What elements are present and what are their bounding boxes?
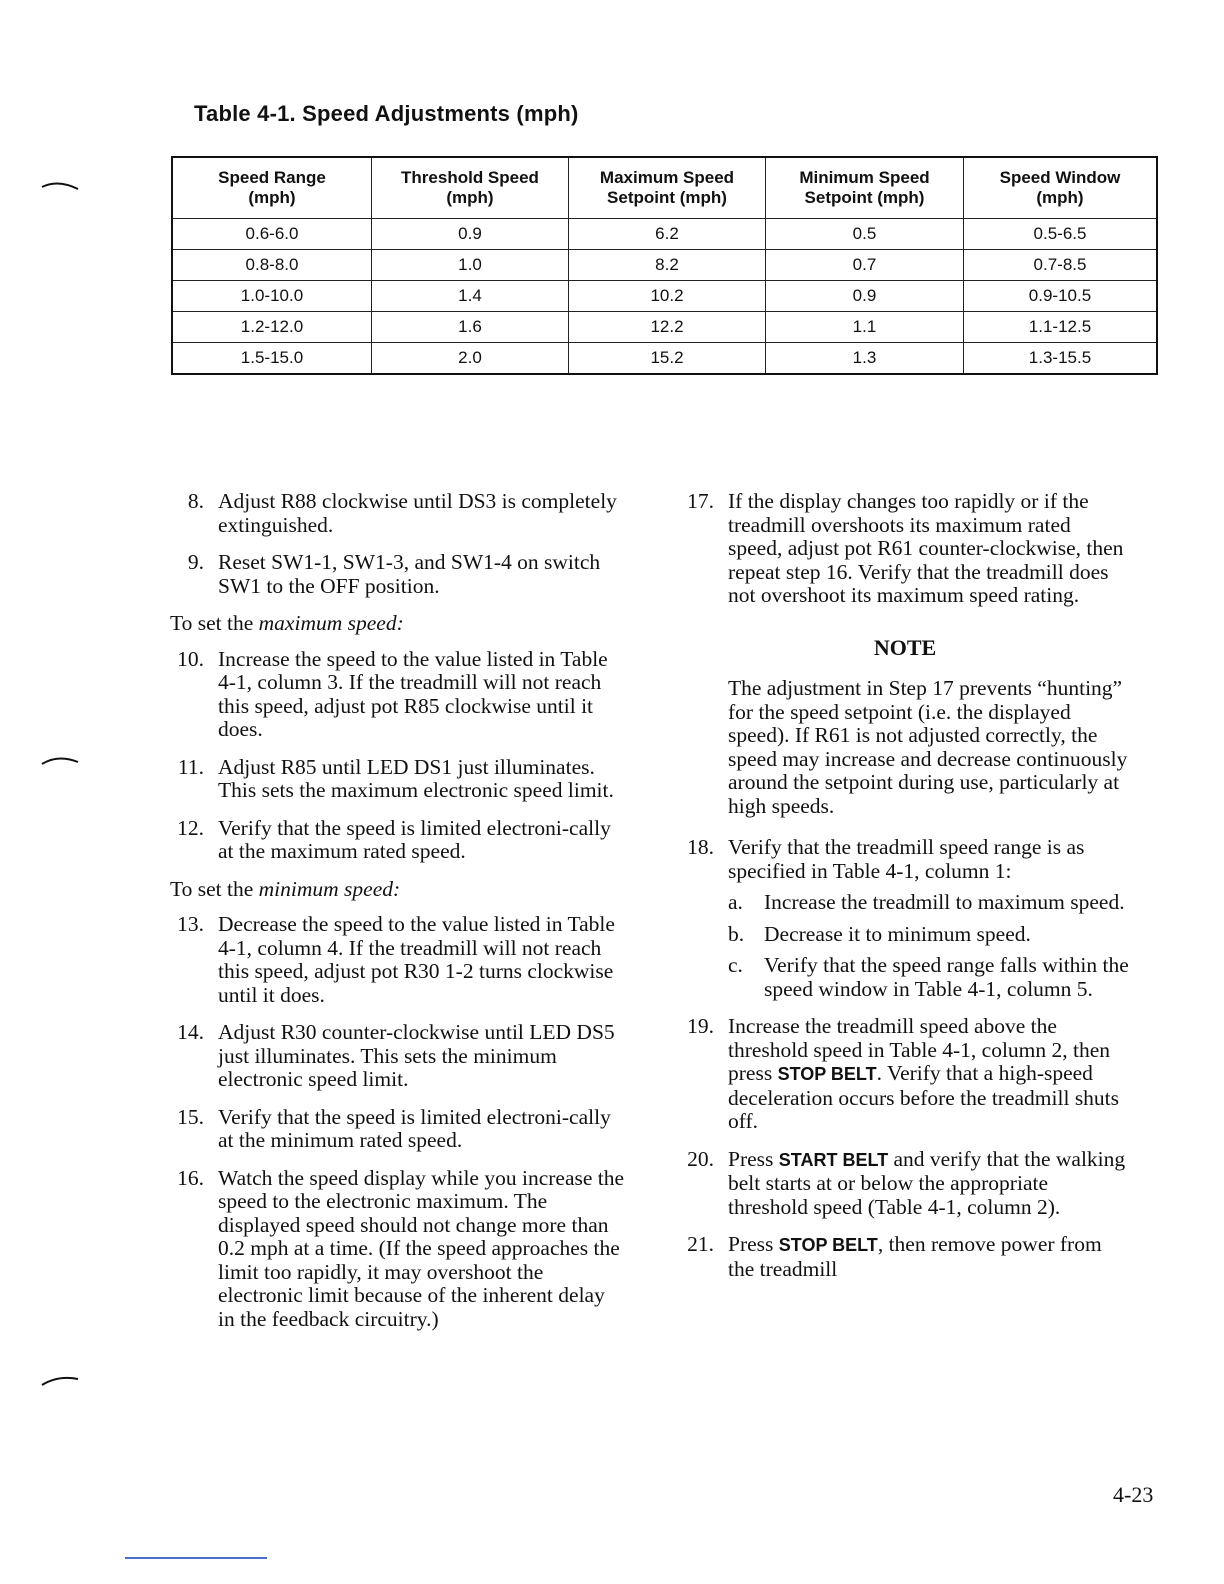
header-minimum-speed: Minimum Speed Setpoint (mph) [766, 157, 964, 219]
step-number: 14. [177, 1020, 204, 1044]
header-maximum-speed: Maximum Speed Setpoint (mph) [569, 157, 766, 219]
table-cell: 1.3 [766, 343, 964, 375]
step-text: If the display changes too rapidly or if the treadmill overshoots its maximum rated speed, adjust pot R61 counter-clockwise, then repeat step 16. Verify that the treadmill does not overshoot its maximum speed rating. [728, 489, 1124, 607]
step-number: 21. [687, 1232, 714, 1256]
table-cell: 0.9-10.5 [964, 281, 1158, 312]
note-body: The adjustment in Step 17 prevents “hunting” for the speed setpoint (i.e. the displayed speed). If R61 is not adjusted correctly, the speed may increase and decrease continuously around the setpoint during use, particularly at high speeds. [728, 676, 1128, 818]
table-cell: 8.2 [569, 250, 766, 281]
substep-text: Decrease it to minimum speed. [764, 921, 1031, 946]
step-11 [170, 756, 625, 803]
step-18 [680, 836, 1130, 1001]
table-cell: 0.5 [766, 219, 964, 250]
table-cell: 1.1 [766, 312, 964, 343]
table-row [172, 312, 1157, 343]
step-15 [170, 1106, 625, 1153]
step-20: 20. Press START BELT and verify that the walking belt starts at or below the appropriate threshold speed (Table 4-1, column 2). [680, 1148, 1130, 1220]
step-text: Verify that the speed is limited electroni-cally at the maximum rated speed. [218, 815, 611, 863]
step-9 [170, 551, 625, 598]
left-column [170, 490, 625, 1345]
step-number: 13. [177, 912, 204, 936]
table-header-row [172, 157, 1157, 219]
table-cell: 1.0-10.0 [172, 281, 372, 312]
table-cell: 1.4 [372, 281, 569, 312]
step-18a [728, 891, 1130, 915]
step-number: 10. [177, 646, 204, 671]
bottom-rule [125, 1557, 267, 1559]
binder-mark [40, 752, 80, 766]
table-title: Table 4-1. Speed Adjustments (mph) [194, 101, 579, 126]
header-speed-range: Speed Range (mph) [172, 157, 372, 219]
step-number: 8. [187, 489, 204, 513]
substep-letter: a. [728, 890, 743, 914]
step-17 [680, 490, 1130, 608]
step-text: Verify that the speed is limited electroni-cally at the minimum rated speed. [218, 1104, 611, 1152]
substep-letter: c. [728, 953, 743, 977]
page-number: 4-23 [1113, 1482, 1154, 1507]
step-21: 21. Press STOP BELT, then remove power from the treadmill [680, 1233, 1130, 1281]
speed-adjustments-table [171, 156, 1158, 375]
step-18c [728, 954, 1130, 1001]
right-column [680, 490, 1130, 1295]
substep-letter: b. [728, 921, 745, 946]
step-text: Adjust R85 until LED DS1 just illuminates. This sets the maximum electronic speed limit. [218, 754, 614, 802]
table-row [172, 219, 1157, 250]
table-cell: 0.7 [766, 250, 964, 281]
header-threshold-speed: Threshold Speed (mph) [372, 157, 569, 219]
step-10 [170, 648, 625, 742]
step-text: Verify that the treadmill speed range is as specified in Table 4-1, column 1: [728, 835, 1085, 883]
table-cell: 10.2 [569, 281, 766, 312]
step-text: Decrease the speed to the value listed in Table 4-1, column 4. If the treadmill will not reach this speed, adjust pot R30 1-2 turns clockwise until it does. [218, 912, 615, 1007]
table-cell: 0.5-6.5 [964, 219, 1158, 250]
table-cell: 1.6 [372, 312, 569, 343]
step-number: 11. [177, 754, 204, 779]
table-cell: 0.9 [766, 281, 964, 312]
step-number: 17. [687, 489, 714, 513]
table-cell: 1.0 [372, 250, 569, 281]
step-number: 12. [177, 815, 204, 840]
step-text: Reset SW1-1, SW1-3, and SW1-4 on switch SW1 to the OFF position. [218, 550, 601, 598]
step-number: 18. [687, 835, 714, 859]
stop-belt-key: STOP BELT [777, 1064, 877, 1084]
binder-mark [40, 1373, 80, 1387]
step-text: Increase the speed to the value listed in Table 4-1, column 3. If the treadmill will not reach this speed, adjust pot R85 clockwise until it does. [218, 646, 608, 741]
table-cell: 0.9 [372, 219, 569, 250]
step-number: 20. [687, 1146, 714, 1171]
step-19: 19. Increase the treadmill speed above the threshold speed in Table 4-1, column 2, then press STOP BELT. Verify that a high-speed deceleration occurs before the treadmill shuts off. [680, 1015, 1130, 1134]
step-text: Adjust R88 clockwise until DS3 is completely extinguished. [218, 489, 617, 537]
table-cell: 0.6-6.0 [172, 219, 372, 250]
stop-belt-key: STOP BELT [778, 1235, 878, 1255]
step-13 [170, 913, 625, 1007]
binder-mark [40, 177, 80, 191]
step-number: 15. [177, 1104, 204, 1129]
table-cell: 15.2 [569, 343, 766, 375]
step-text: Adjust R30 counter-clockwise until LED DS5 just illuminates. This sets the minimum electronic speed limit. [218, 1020, 615, 1091]
table-row [172, 250, 1157, 281]
start-belt-key: START BELT [778, 1149, 889, 1170]
table-cell: 2.0 [372, 343, 569, 375]
step-18b [728, 923, 1130, 947]
step-number: 16. [177, 1165, 204, 1190]
substep-text: Verify that the speed range falls within the speed window in Table 4-1, column 5. [764, 953, 1129, 1001]
table-cell: 12.2 [569, 312, 766, 343]
step-8 [170, 490, 625, 537]
step-16 [170, 1167, 625, 1332]
substep-text: Increase the treadmill to maximum speed. [764, 890, 1125, 914]
step-14 [170, 1021, 625, 1092]
step-12 [170, 817, 625, 864]
table-cell: 6.2 [569, 219, 766, 250]
table-cell: 1.5-15.0 [172, 343, 372, 375]
step-number: 9. [187, 550, 204, 574]
header-speed-window: Speed Window (mph) [964, 157, 1158, 219]
table-row [172, 343, 1157, 375]
maximum-speed-heading: To set the maximum speed: [170, 611, 404, 635]
table-cell: 1.2-12.0 [172, 312, 372, 343]
step-number: 19. [687, 1014, 714, 1038]
table-cell: 1.3-15.5 [964, 343, 1158, 375]
note-title: NOTE [873, 634, 937, 660]
step-text: Watch the speed display while you increase the speed to the electronic maximum. The displayed speed should not change more than 0.2 mph at a time. (If the speed approaches the limit too rapidly, it may overshoot the electronic limit because of the inherent delay in the feedback circuitry.) [218, 1165, 625, 1331]
table-cell: 1.1-12.5 [964, 312, 1158, 343]
table-cell: 0.8-8.0 [172, 250, 372, 281]
minimum-speed-heading: To set the minimum speed: [170, 876, 401, 901]
table-cell: 0.7-8.5 [964, 250, 1158, 281]
table-row [172, 281, 1157, 312]
